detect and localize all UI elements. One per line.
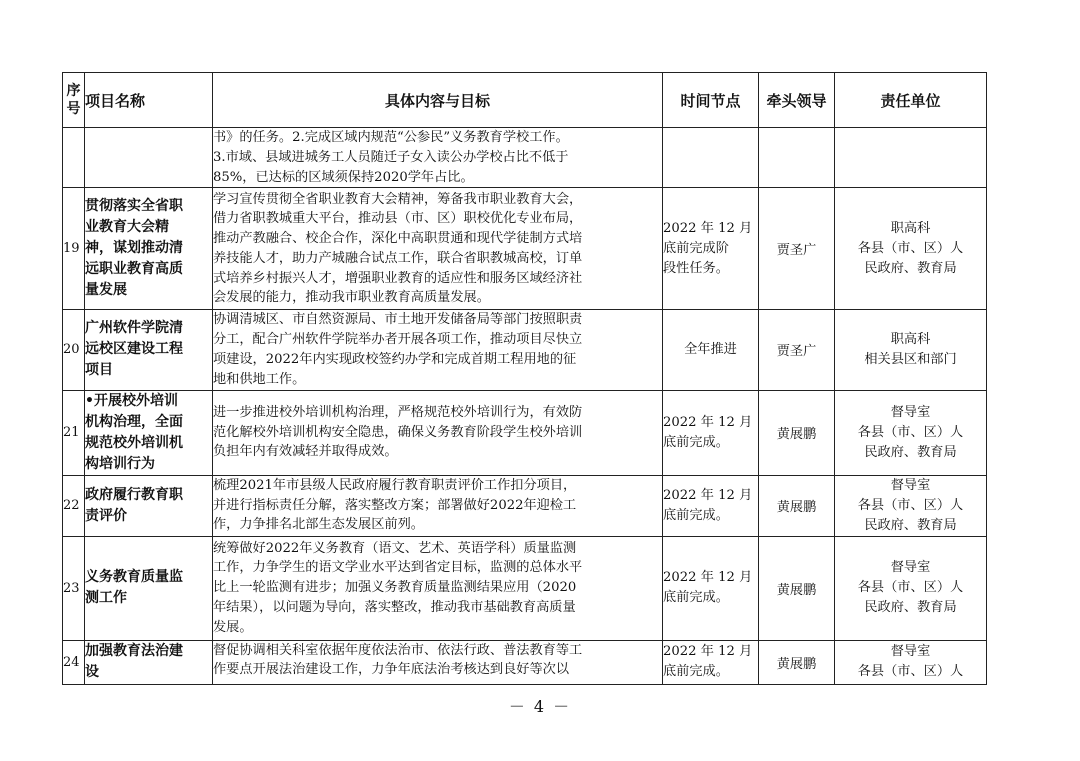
unit-cell — [835, 188, 987, 310]
name-line: 加强教育法治建 — [85, 643, 183, 660]
time-cell — [663, 188, 759, 310]
time-line: 2022 年 12 月 — [663, 570, 753, 586]
name-line: 构培训行为 — [85, 455, 155, 472]
content-line: 推动产教融合、校企合作，深化中高职贯通和现代学徒制方式培 — [213, 231, 583, 247]
name-line: 项目 — [85, 362, 113, 379]
time-cell — [663, 475, 759, 536]
time-line: 2022 年 12 月 — [663, 487, 753, 503]
header-unit: 责任单位 — [835, 73, 987, 128]
content-line: 学习宣传贯彻全省职业教育大会精神，筹备我市职业教育大会， — [213, 191, 583, 207]
content-cell — [213, 536, 663, 640]
time-cell — [663, 390, 759, 475]
serial-number-cell: 20 — [63, 310, 85, 390]
name-line: 远校区建设工程 — [85, 341, 183, 358]
time-cell — [663, 310, 759, 390]
name-line: 神，谋划推动清 — [85, 240, 183, 257]
unit-line: 相关县区和部门 — [864, 351, 957, 367]
serial-number-cell: 21 — [63, 390, 85, 475]
unit-line: 督导室 — [890, 477, 931, 493]
time-line: 2022 年 12 月 — [663, 644, 753, 660]
content-cell — [213, 475, 663, 536]
lead-cell: 贾圣广 — [759, 188, 835, 310]
header-project-name: 项目名称 — [85, 73, 213, 128]
table-row — [63, 640, 987, 684]
time-line: 2022 年 12 月 — [663, 414, 753, 430]
content-line: 统筹做好2022年义务教育（语文、艺术、英语学科）质量监测 — [213, 540, 577, 556]
content-line: 范化解校外培训机构安全隐患，确保义务教育阶段学生校外培训 — [213, 424, 583, 440]
time-line: 全年推进 — [684, 341, 737, 357]
header-serial-number: 序号 — [63, 73, 85, 128]
unit-line: 督导室 — [890, 560, 931, 576]
content-line: 3.市域、县域进城务工人员随迁子女入读公办学校占比不低于 — [213, 149, 569, 165]
content-line: 工作，力争学生的语文学业水平达到省定目标，监测的总体水平 — [213, 560, 583, 576]
name-line: 义务教育质量监 — [85, 569, 183, 586]
content-line: 85%，已达标的区域须保持2020学年占比。 — [213, 169, 474, 185]
header-lead: 牵头领导 — [759, 73, 835, 128]
project-name-cell — [85, 188, 213, 310]
unit-cell — [835, 640, 987, 684]
unit-line: 职高科 — [890, 331, 931, 347]
unit-cell — [835, 390, 987, 475]
unit-line: 民政府、教育局 — [864, 517, 957, 533]
content-cell — [213, 390, 663, 475]
unit-line: 各县（市、区）人 — [857, 497, 964, 513]
time-line: 段性任务。 — [663, 260, 729, 276]
lead-cell — [759, 128, 835, 188]
content-line: 比上一轮监测有进步；加强义务教育质量监测结果应用（2020 — [213, 580, 577, 596]
content-cell — [213, 310, 663, 390]
table-row — [63, 310, 987, 390]
project-name-cell — [85, 128, 213, 188]
lead-cell: 贾圣广 — [759, 310, 835, 390]
content-cell — [213, 128, 663, 188]
table-row — [63, 536, 987, 640]
content-line: 会发展的能力，推动我市职业教育高质量发展。 — [213, 290, 490, 306]
serial-number-cell: 22 — [63, 475, 85, 536]
serial-number-cell — [63, 128, 85, 188]
name-line: •开展校外培训 — [85, 392, 178, 409]
time-line: 2022 年 12 月 — [663, 220, 753, 236]
content-line: 发展。 — [213, 619, 253, 635]
work-plan-table — [62, 72, 987, 685]
content-line: 并进行指标责任分解，落实整改方案；部署做好2022年迎检工 — [213, 497, 577, 513]
unit-line: 督导室 — [890, 644, 931, 660]
content-line: 协调清城区、市自然资源局、市土地开发储备局等部门按照职责 — [213, 312, 583, 328]
content-cell — [213, 188, 663, 310]
project-name-cell — [85, 475, 213, 536]
unit-line: 督导室 — [890, 404, 931, 420]
unit-line: 各县（市、区）人 — [857, 664, 964, 680]
lead-cell: 黄展鹏 — [759, 536, 835, 640]
serial-number-cell: 24 — [63, 640, 85, 684]
name-line: 广州软件学院清 — [85, 320, 183, 337]
content-line: 养技能人才，助力产城融合试点工作，联合省职教城高校，订单 — [213, 250, 583, 266]
page-number: － 4 － — [508, 697, 572, 716]
time-line: 底前完成。 — [663, 434, 729, 450]
project-name-cell — [85, 640, 213, 684]
content-line: 作，力争排名北部生态发展区前列。 — [213, 517, 424, 533]
content-line: 书》的任务。2.完成区域内规范“公参民”义务教育学校工作。 — [213, 130, 569, 145]
name-line: 测工作 — [85, 590, 127, 607]
unit-cell — [835, 310, 987, 390]
serial-number-cell: 19 — [63, 188, 85, 310]
table-row — [63, 128, 987, 188]
header-time: 时间节点 — [663, 73, 759, 128]
content-line: 借力省职教城重大平台，推动县（市、区）职校优化专业布局， — [213, 211, 583, 227]
content-line: 负担年内有效减轻并取得成效。 — [213, 444, 398, 460]
name-line: 业教育大会精 — [85, 219, 169, 236]
content-line: 作要点开展法治建设工作，力争年底法治考核达到良好等次以 — [213, 662, 570, 678]
name-line: 责评价 — [85, 507, 127, 524]
header-content: 具体内容与目标 — [213, 73, 663, 128]
name-line: 规范校外培训机 — [85, 434, 183, 451]
time-line: 底前完成。 — [663, 590, 729, 606]
unit-cell — [835, 536, 987, 640]
content-line: 梳理2021年市县级人民政府履行教育职责评价工作扣分项目， — [213, 477, 577, 493]
unit-line: 各县（市、区）人 — [857, 580, 964, 596]
content-line: 项建设，2022年内实现政校签约办学和完成首期工程用地的征 — [213, 351, 577, 367]
lead-cell: 黄展鹏 — [759, 475, 835, 536]
table-header-row — [63, 73, 987, 128]
table-row — [63, 390, 987, 475]
unit-line: 各县（市、区）人 — [857, 240, 964, 256]
unit-cell — [835, 128, 987, 188]
project-name-cell — [85, 310, 213, 390]
name-line: 政府履行教育职 — [85, 486, 183, 503]
table-row — [63, 475, 987, 536]
time-line: 底前完成。 — [663, 507, 729, 523]
unit-line: 职高科 — [890, 220, 931, 236]
name-line: 设 — [85, 664, 99, 681]
project-name-cell — [85, 536, 213, 640]
content-cell — [213, 640, 663, 684]
content-line: 分工，配合广州软件学院举办者开展各项工作，推动项目尽快立 — [213, 332, 583, 348]
lead-cell: 黄展鹏 — [759, 390, 835, 475]
table-row — [63, 188, 987, 310]
time-line: 底前完成阶 — [663, 240, 729, 256]
content-line: 进一步推进校外培训机构治理，严格规范校外培训行为，有效防 — [213, 404, 583, 420]
time-line: 底前完成。 — [663, 664, 729, 680]
serial-number-cell: 23 — [63, 536, 85, 640]
unit-line: 民政府、教育局 — [864, 600, 957, 616]
content-line: 年结果），以问题为导向，落实整改，推动我市基础教育高质量 — [213, 599, 576, 615]
project-name-cell — [85, 390, 213, 475]
content-line: 式培养乡村振兴人才，增强职业教育的适应性和服务区域经济社 — [213, 270, 583, 286]
content-line: 地和供地工作。 — [213, 371, 306, 387]
content-line: 督促协调相关科室依据年度依法治市、依法行政、普法教育等工 — [213, 642, 583, 658]
lead-cell: 黄展鹏 — [759, 640, 835, 684]
time-cell — [663, 128, 759, 188]
unit-cell — [835, 475, 987, 536]
unit-line: 民政府、教育局 — [864, 260, 957, 276]
name-line: 贯彻落实全省职 — [85, 198, 183, 215]
name-line: 远职业教育高质 — [85, 261, 183, 278]
unit-line: 各县（市、区）人 — [857, 424, 964, 440]
time-cell — [663, 536, 759, 640]
name-line: 量发展 — [85, 282, 127, 299]
time-cell — [663, 640, 759, 684]
unit-line: 民政府、教育局 — [864, 444, 957, 460]
name-line: 机构治理，全面 — [85, 413, 183, 430]
